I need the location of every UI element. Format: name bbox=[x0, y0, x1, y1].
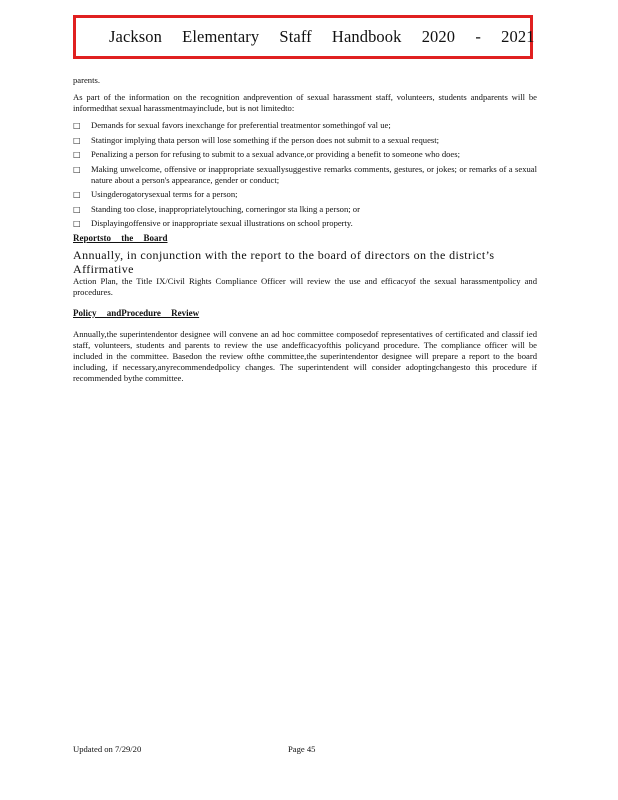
list-item bbox=[73, 218, 537, 229]
bullet-icon: □ bbox=[73, 164, 81, 174]
bullet-icon: □ bbox=[73, 135, 81, 145]
list-item bbox=[73, 135, 537, 146]
list-item bbox=[73, 189, 537, 200]
bullet-icon: □ bbox=[73, 121, 81, 130]
reports-lead-line: Annually, in conjunction with the report to the board of directors on the district’s Affirmative bbox=[73, 248, 495, 276]
bullet-icon: □ bbox=[73, 219, 81, 228]
section-heading-reports: Reportsto the Board bbox=[73, 233, 168, 243]
paragraph-intro: As part of the information on the recognition andprevention of sexual harassment staff, volunteers, students andparents will be informedthat sexual harassmentmayinclude, but is not limitedto: bbox=[73, 92, 537, 113]
list-item-text: Displayingoffensive or inappropriate sexual illustrations on school property. bbox=[91, 218, 353, 228]
page-content bbox=[73, 75, 537, 384]
section-heading-review: Policy andProcedure Review bbox=[73, 308, 200, 318]
bullet-icon: □ bbox=[73, 204, 81, 214]
list-item-text: Demands for sexual favors inexchange for preferential treatmentor somethingof val ue; bbox=[91, 120, 391, 130]
header-box bbox=[73, 15, 533, 59]
page-title: Jackson Elementary Staff Handbook 2020 - 2021 bbox=[109, 27, 535, 46]
list-item-text: Statingor implying thata person will lose something if the person does not submit to a sexual request; bbox=[91, 134, 439, 145]
bullet-icon: □ bbox=[73, 190, 81, 199]
footer-updated: Updated on 7/29/20 bbox=[73, 744, 142, 754]
list-item bbox=[73, 204, 537, 215]
list-item bbox=[73, 164, 537, 186]
paragraph-parents: parents. bbox=[73, 75, 100, 85]
list-item bbox=[73, 149, 537, 160]
list-item-text: Standing too close, inappropriatelytouching, corneringor sta lking a person; or bbox=[91, 203, 360, 214]
footer-page-number: Page 45 bbox=[288, 744, 316, 754]
list-item-text: Usingderogatorysexual terms for a person; bbox=[91, 189, 238, 199]
list-item-text: Making unwelcome, offensive or inappropriate sexuallysuggestive remarks comments, gestures, or jokes; or remarks of a sexual nature about a person's appearance, gender or conduct; bbox=[91, 163, 537, 185]
list-item bbox=[73, 120, 537, 131]
bullet-icon: □ bbox=[73, 150, 81, 159]
paragraph-review: Annually,the superintendentor designee will convene an ad hoc committee composedof representatives of certificated and classif ied staff, volunteers, students and parents to review the use andefficacyofthis policyand procedure. The compliance officer will be included in the committee. Basedon the review ofthe committee,the superintendentor designee will prepare a report to the board including, if necessary,anyrecommendedpolicy changes. The superintendent will consider adoptingchangesto this procedure if recommended bythe committee. bbox=[73, 329, 537, 383]
paragraph-reports: Action Plan, the Title IX/Civil Rights Compliance Officer will review the use and efficacyof the sexual harassmentpolicy and procedures. bbox=[73, 276, 537, 297]
list-item-text: Penalizing a person for refusing to submit to a sexual advance,or providing a benefit to someone who does; bbox=[91, 149, 460, 159]
bullet-list bbox=[73, 120, 537, 229]
